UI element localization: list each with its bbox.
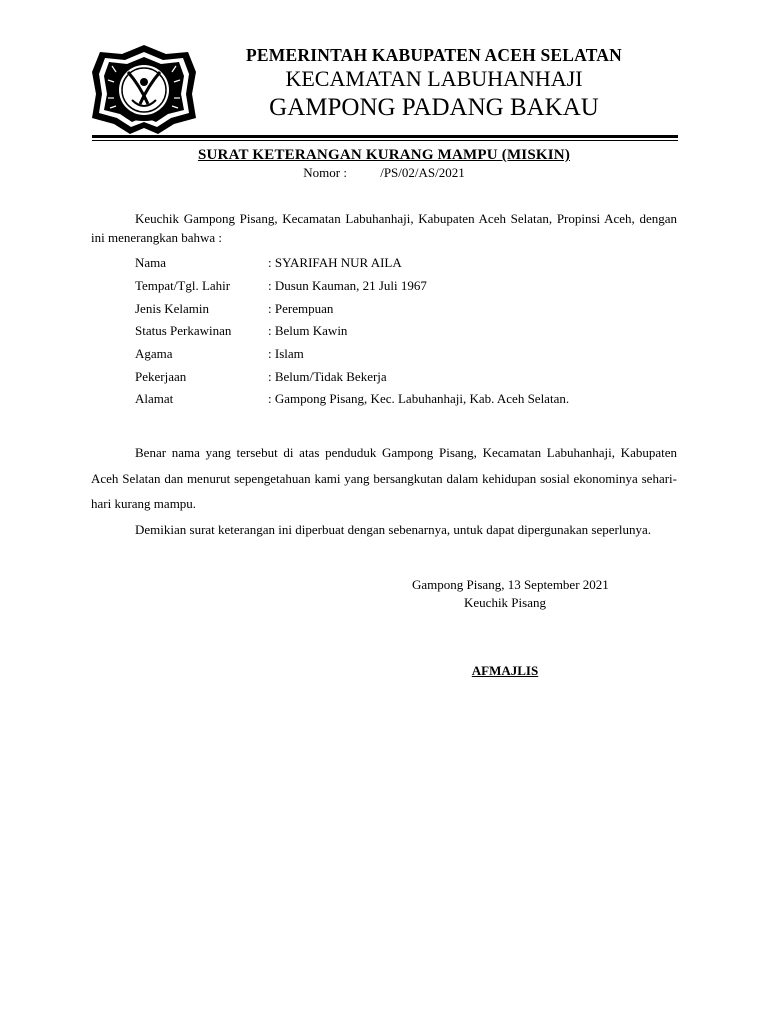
field-label: Pekerjaan [135, 368, 187, 384]
biodata-table [135, 252, 569, 411]
field-label: Alamat [135, 391, 174, 407]
field-value: : Dusun Kauman, 21 Juli 1967 [268, 278, 427, 294]
field-label: Tempat/Tgl. Lahir [135, 278, 231, 294]
signatory-name: AFMAJLIS [471, 663, 539, 678]
statement-paragraph: Benar nama yang tersebut di atas penduduk Gampong Pisang, Kecamatan Labuhanhaji, Kabupaten Aceh Selatan dan menurut sepengetahuan kami yang bersangkutan dalam kehidupan sosial ekonominya sehari-hari kurang mampu. [91, 445, 677, 511]
biodata-row [135, 320, 569, 343]
signature-place-date: Gampong Pisang, 13 September 2021 [412, 577, 609, 592]
field-label: Jenis Kelamin [135, 300, 210, 316]
letterhead-divider-thick [92, 135, 678, 138]
biodata-row [135, 297, 569, 320]
field-label: Agama [135, 346, 173, 362]
field-value: : Belum Kawin [268, 323, 348, 339]
biodata-row [135, 252, 569, 275]
field-value: : SYARIFAH NUR AILA [268, 255, 402, 271]
field-label: Status Perkawinan [135, 323, 232, 339]
letter-number-label: Nomor : [303, 165, 347, 180]
field-label: Nama [135, 255, 167, 271]
biodata-row [135, 388, 569, 411]
field-value: : Belum/Tidak Bekerja [268, 368, 387, 384]
signatory-title: Keuchik Pisang [464, 595, 546, 610]
district-name: KECAMATAN LABUHANHAJI [285, 66, 583, 91]
letter-title: SURAT KETERANGAN KURANG MAMPU (MISKIN) [197, 147, 571, 163]
village-name: GAMPONG PADANG BAKAU [269, 94, 599, 121]
intro-paragraph: Keuchik Gampong Pisang, Kecamatan Labuhanhaji, Kabupaten Aceh Selatan, Propinsi Aceh, dengan ini menerangkan bahwa : [91, 211, 677, 245]
letterhead [200, 44, 668, 123]
government-name: PEMERINTAH KABUPATEN ACEH SELATAN [246, 45, 622, 65]
letter-number [0, 165, 768, 181]
letterhead-divider-thin [92, 140, 678, 141]
letter-number-value: /PS/02/AS/2021 [380, 165, 465, 180]
regency-emblem-icon [88, 42, 200, 136]
biodata-row [135, 275, 569, 298]
biodata-row [135, 365, 569, 388]
field-value: : Perempuan [268, 300, 334, 316]
biodata-row [135, 343, 569, 366]
closing-paragraph: Demikian surat keterangan ini diperbuat dengan sebenarnya, untuk dapat dipergunakan seperlunya. [135, 522, 651, 537]
field-value: : Gampong Pisang, Kec. Labuhanhaji, Kab. Aceh Selatan. [268, 391, 570, 407]
field-value: : Islam [268, 346, 304, 362]
